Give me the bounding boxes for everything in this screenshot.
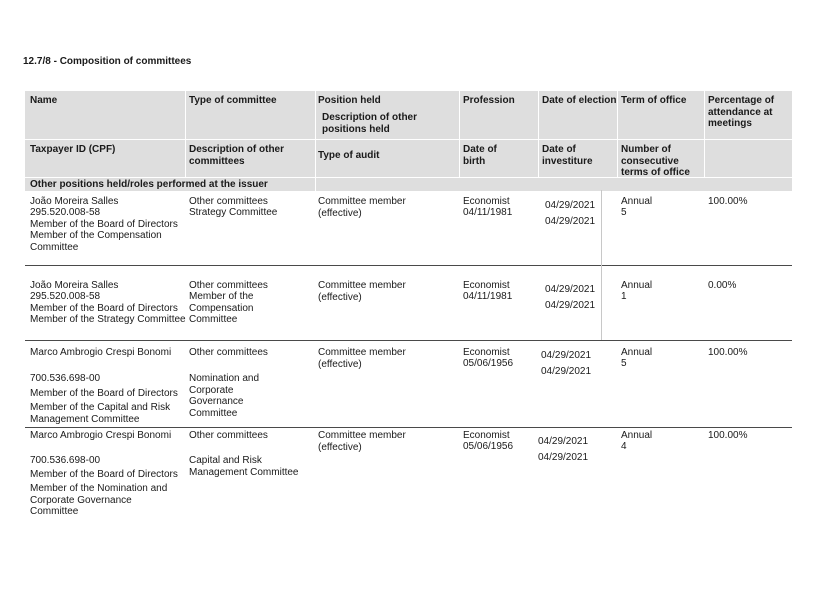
row-separator bbox=[25, 265, 792, 266]
row-2-investiture-date: 04/29/2021 bbox=[545, 300, 596, 311]
header-description-other-committees: Description of other committees bbox=[189, 144, 285, 167]
date-divider bbox=[601, 190, 602, 265]
row-4-attendance: 100.00% bbox=[708, 430, 748, 441]
row-2-cpf: 295.520.008-58 bbox=[30, 291, 101, 302]
row-1-cpf: 295.520.008-58 bbox=[30, 207, 101, 218]
row-3-term: Annual bbox=[621, 347, 653, 358]
row-3-cpf: 700.536.698-00 bbox=[30, 373, 101, 384]
row-3-other-position-2: Member of the Capital and Risk Management Committee bbox=[30, 402, 171, 425]
row-1-committee-type: Other committees bbox=[189, 196, 268, 207]
row-2-term: Annual bbox=[621, 280, 653, 291]
row-3-name: Marco Ambrogio Crespi Bonomi bbox=[30, 347, 172, 358]
date-divider bbox=[601, 265, 602, 340]
row-4-other-position-2: Member of the Nomination and Corporate Governance Committee bbox=[30, 483, 168, 517]
row-4-committee-type: Other committees bbox=[189, 430, 268, 441]
row-3-committee-type: Other committees bbox=[189, 347, 268, 358]
row-3-position: Committee member (effective) bbox=[318, 347, 406, 370]
header-other-positions: Other positions held/roles performed at the issuer bbox=[30, 179, 268, 190]
row-1-name: João Moreira Salles bbox=[30, 196, 119, 207]
header-profession: Profession bbox=[463, 95, 515, 106]
row-4-other-position-1: Member of the Board of Directors bbox=[30, 469, 178, 480]
row-2-name: João Moreira Salles bbox=[30, 280, 119, 291]
row-1-position: Committee member (effective) bbox=[318, 196, 406, 219]
col-sep-2 bbox=[315, 91, 316, 191]
row-4-election-date: 04/29/2021 bbox=[538, 436, 589, 447]
col-sep-3 bbox=[459, 91, 460, 177]
row-2-attendance: 0.00% bbox=[708, 280, 737, 291]
row-1-term: Annual bbox=[621, 196, 653, 207]
col-sep-5 bbox=[617, 91, 618, 177]
row-3-attendance: 100.00% bbox=[708, 347, 748, 358]
header-date-of-investiture: Date of investiture bbox=[542, 144, 593, 167]
row-2-profession: Economist bbox=[463, 280, 510, 291]
row-3-other-position-1: Member of the Board of Directors bbox=[30, 388, 178, 399]
row-4-name: Marco Ambrogio Crespi Bonomi bbox=[30, 430, 172, 441]
row-4-cpf: 700.536.698-00 bbox=[30, 455, 101, 466]
row-2-other-position-2: Member of the Strategy Committee bbox=[30, 314, 186, 325]
row-1-attendance: 100.00% bbox=[708, 196, 748, 207]
row-2-committee-description: Member of the Compensation Committee bbox=[189, 291, 254, 325]
row-1-other-position-1: Member of the Board of Directors bbox=[30, 219, 178, 230]
row-3-birth-date: 05/06/1956 bbox=[463, 358, 514, 369]
row-3-committee-description: Nomination and Corporate Governance Committee bbox=[189, 373, 260, 419]
row-2-other-position-1: Member of the Board of Directors bbox=[30, 303, 178, 314]
header-type-of-committee: Type of committee bbox=[189, 95, 277, 106]
row-4-investiture-date: 04/29/2021 bbox=[538, 452, 589, 463]
header-percentage-attendance: Percentage of attendance at meetings bbox=[708, 95, 775, 129]
header-description-other-positions: Description of other positions held bbox=[322, 112, 418, 135]
row-2-consecutive-terms: 1 bbox=[621, 291, 627, 302]
col-sep-6 bbox=[704, 91, 705, 177]
row-1-election-date: 04/29/2021 bbox=[545, 200, 596, 211]
header-date-of-election: Date of election bbox=[542, 95, 617, 106]
row-4-birth-date: 05/06/1956 bbox=[463, 441, 514, 452]
header-term-of-office: Term of office bbox=[621, 95, 687, 106]
row-1-birth-date: 04/11/1981 bbox=[463, 207, 513, 218]
row-2-committee-type: Other committees bbox=[189, 280, 268, 291]
col-sep-1 bbox=[185, 91, 186, 177]
header-position-held: Position held bbox=[318, 95, 381, 106]
header-date-of-birth: Date of birth bbox=[463, 144, 497, 167]
row-4-profession: Economist bbox=[463, 430, 510, 441]
row-separator bbox=[25, 340, 792, 341]
col-sep-4 bbox=[538, 91, 539, 177]
row-1-profession: Economist bbox=[463, 196, 510, 207]
row-3-consecutive-terms: 5 bbox=[621, 358, 627, 369]
row-3-election-date: 04/29/2021 bbox=[541, 350, 592, 361]
row-1-investiture-date: 04/29/2021 bbox=[545, 216, 596, 227]
row-separator bbox=[25, 427, 792, 428]
header-sep-1 bbox=[25, 139, 792, 140]
row-2-position: Committee member (effective) bbox=[318, 280, 406, 303]
row-4-committee-description: Capital and Risk Management Committee bbox=[189, 455, 299, 478]
row-3-profession: Economist bbox=[463, 347, 510, 358]
section-title: 12.7/8 - Composition of committees bbox=[23, 56, 192, 67]
header-number-consecutive-terms: Number of consecutive terms of office bbox=[621, 144, 690, 178]
row-1-consecutive-terms: 5 bbox=[621, 207, 627, 218]
row-4-term: Annual bbox=[621, 430, 653, 441]
row-3-investiture-date: 04/29/2021 bbox=[541, 366, 592, 377]
row-4-position: Committee member (effective) bbox=[318, 430, 406, 453]
row-4-consecutive-terms: 4 bbox=[621, 441, 627, 452]
header-taxpayer-id: Taxpayer ID (CPF) bbox=[30, 144, 116, 155]
header-name: Name bbox=[30, 95, 58, 106]
row-2-election-date: 04/29/2021 bbox=[545, 284, 596, 295]
row-1-other-position-2: Member of the Compensation Committee bbox=[30, 230, 162, 253]
row-1-committee-description: Strategy Committee bbox=[189, 207, 278, 218]
row-2-birth-date: 04/11/1981 bbox=[463, 291, 513, 302]
header-type-of-audit: Type of audit bbox=[318, 150, 380, 161]
